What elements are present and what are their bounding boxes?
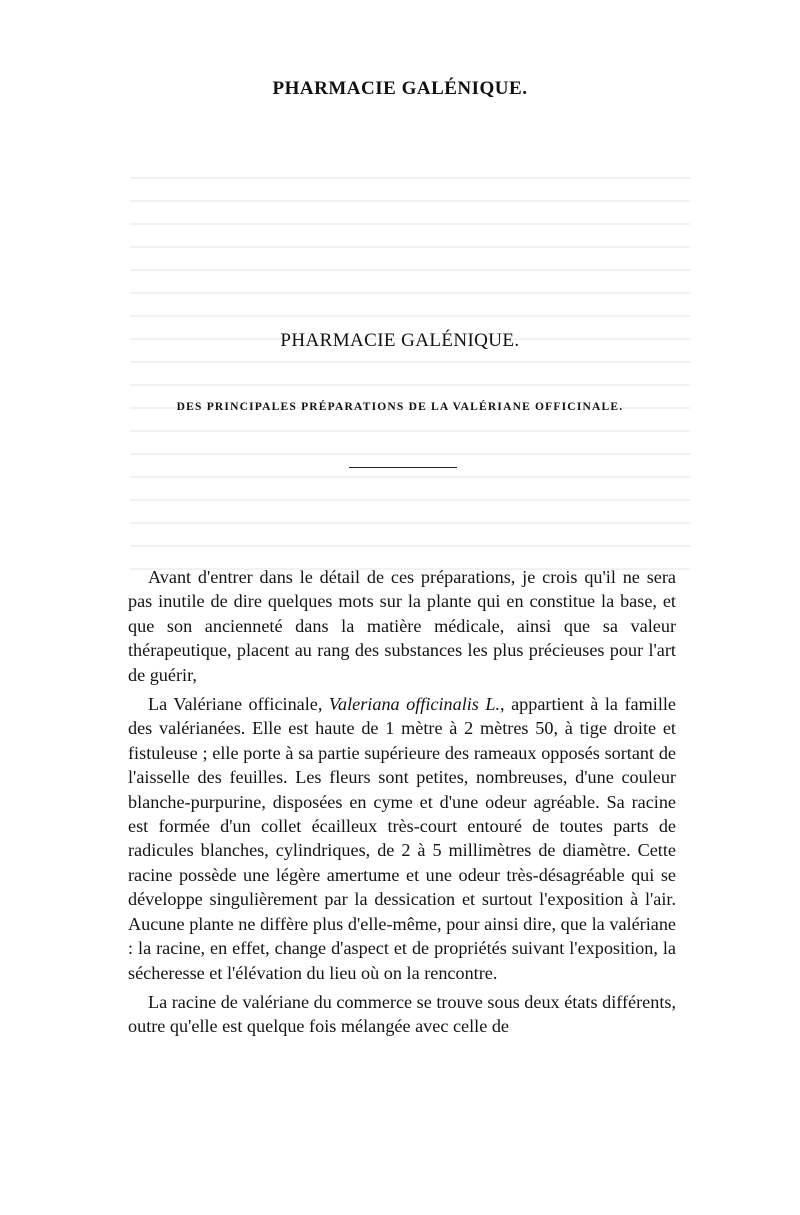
paragraph-2-intro: La Valériane officinale, <box>148 694 329 715</box>
chapter-title: PHARMACIE GALÉNIQUE. <box>280 330 520 351</box>
paragraph-2 <box>128 692 676 985</box>
divider-rule <box>349 467 457 468</box>
paragraph-2-rest: , appartient à la famille des valérianées. Elle est haute de 1 mètre à 2 mètres 50, à tige droite et fistuleuse ; elle porte à sa partie supérieure des rameaux opposés sortant de l'aisselle des feuilles. Les fleurs sont petites, nombreuses, d'une couleur blanche-purpurine, disposées en cyme et d'une odeur agréable. Sa racine est formée d'un collet écailleux très-court entouré de toutes parts de radicules blanches, cylindriques, de 2 à 5 millimètres de diamètre. Cette racine possède une légère amertume et une odeur très-désagréable qui se développe singulièrement par la dessication et surtout l'exposition à l'air. Aucune plante ne diffère plus d'elle-même, pour ainsi dire, que la valériane : la racine, en effet, change d'aspect et de propriétés suivant l'exposition, la sécheresse et l'élévation du lieu où on la rencontre. <box>128 694 676 983</box>
section-title: DES PRINCIPALES PRÉPARATIONS DE LA VALÉRIANE OFFICINALE. <box>176 401 624 413</box>
running-header: PHARMACIE GALÉNIQUE. <box>272 78 528 99</box>
paragraph-3: La racine de valériane du commerce se trouve sous deux états différents, outre qu'elle est quelque fois mélangée avec celle de <box>128 991 676 1037</box>
paragraph-1: Avant d'entrer dans le détail de ces préparations, je crois qu'il ne sera pas inutile de dire quelques mots sur la plante qui en constitue la base, et que son ancienneté dans la matière médicale, ainsi que sa valeur thérapeutique, placent au rang des substances les plus précieuses pour l'art de guérir, <box>128 567 676 685</box>
body-text <box>128 565 676 1039</box>
species-name: Valeriana officinalis L. <box>328 694 501 715</box>
show-through-bleed <box>130 160 690 580</box>
